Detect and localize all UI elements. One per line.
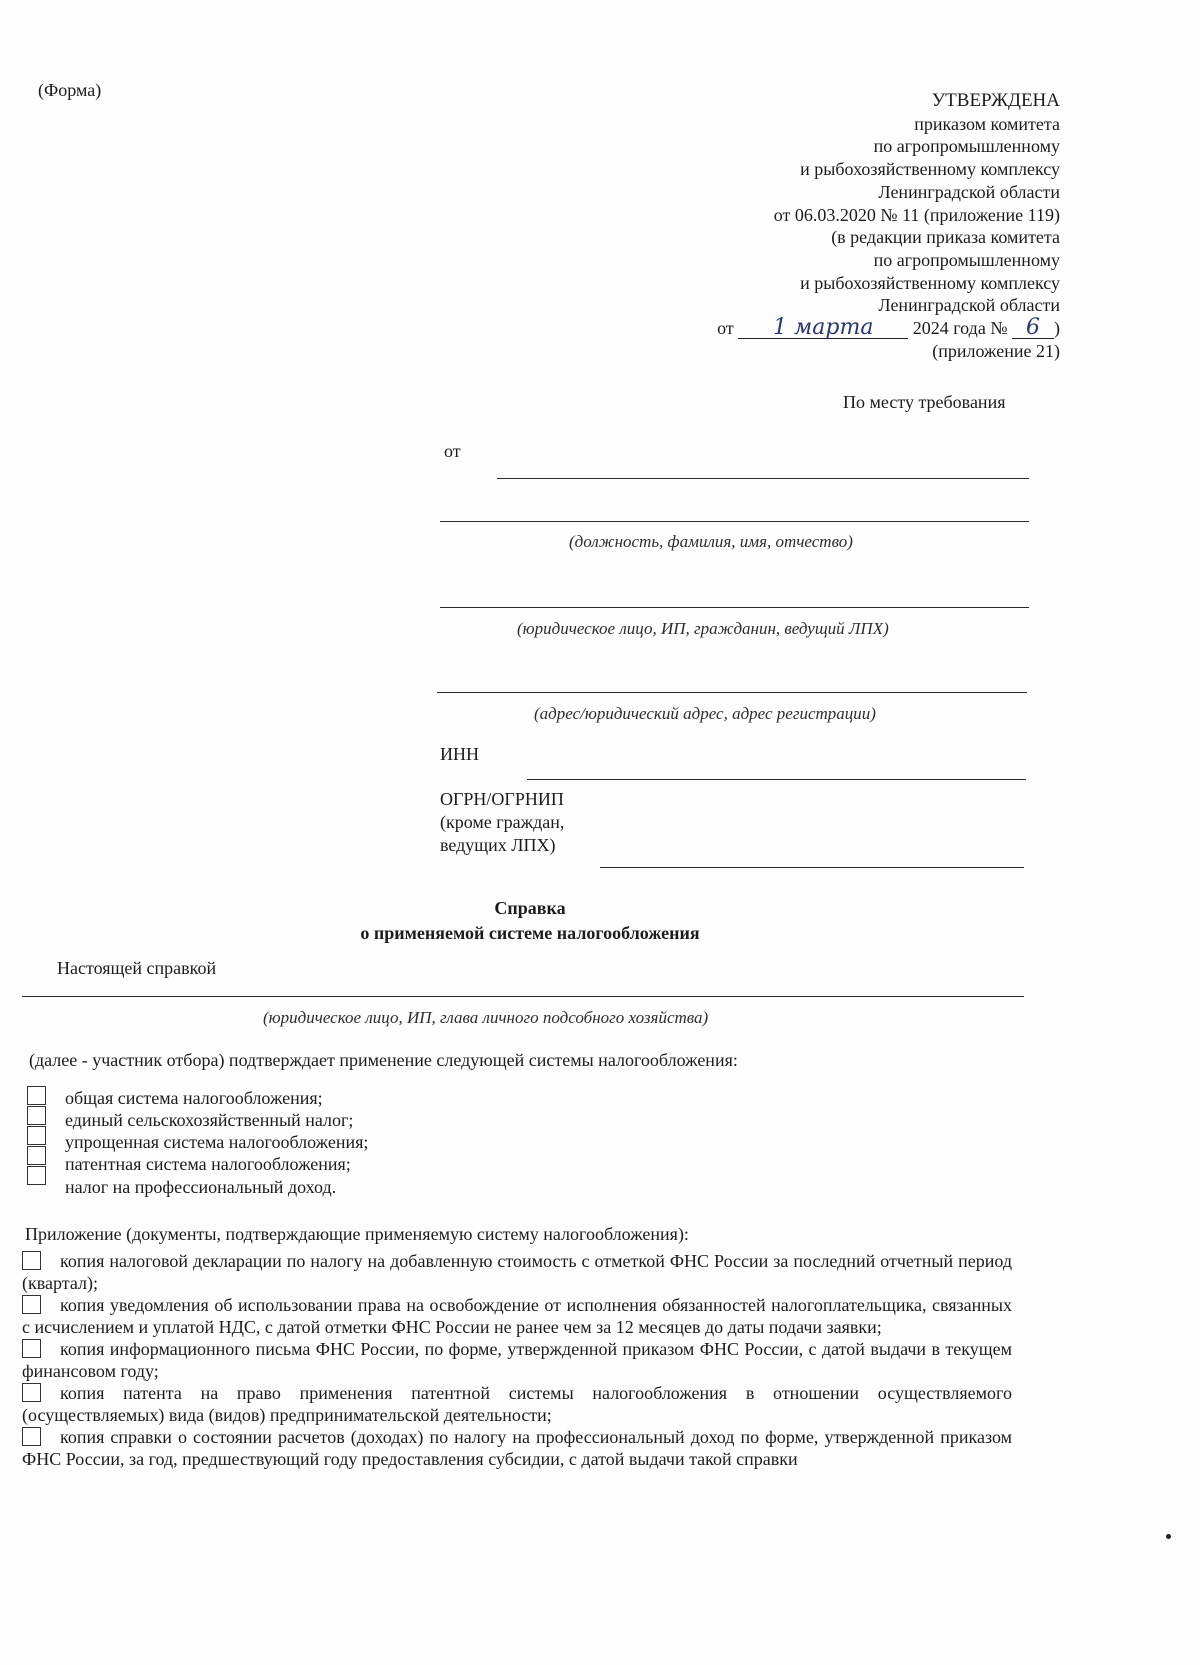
document-item [22,1250,1012,1294]
document-item-text: копия патента на право применения патентной системы налогообложения в отношении осуществляемого (осуществляемых) вида (видов) предпринимательской деятельности; [22,1383,1012,1425]
inn-label: ИНН [440,744,479,764]
checkbox-tax-agricultural[interactable] [27,1106,46,1125]
inn-line[interactable] [527,779,1026,780]
checkbox-doc-patent[interactable] [22,1383,41,1402]
closing-paren: ) [1054,318,1060,339]
approval-title: УТВЕРЖДЕНА [931,90,1060,111]
entity-line[interactable] [440,607,1029,608]
approval-line: Ленинградской области [878,295,1060,316]
document-title: Справка [494,898,566,918]
approval-block [600,90,1060,362]
body-entity-hint: (юридическое лицо, ИП, глава личного подсобного хозяйства) [263,1008,709,1027]
document-item-text: копия налоговой декларации по налогу на добавленную стоимость с отметкой ФНС России за последний отчетный период (квартал); [22,1251,1012,1293]
form-label: (Форма) [38,80,102,100]
year-text: 2024 года № [912,318,1008,339]
document-subtitle: о применяемой системе налогообложения [360,923,700,943]
handwritten-number: 6 [1012,318,1054,339]
checkbox-doc-vat-declaration[interactable] [22,1251,41,1270]
from-prefix: от [717,318,734,339]
tax-system-item: упрощенная система налогообложения; [65,1132,369,1152]
position-hint: (должность, фамилия, имя, отчество) [569,532,853,551]
checkbox-tax-simplified[interactable] [27,1126,46,1145]
scan-speck [1166,1534,1171,1539]
entity-hint: (юридическое лицо, ИП, гражданин, ведущий ЛПХ) [517,619,889,638]
approval-appendix: (приложение 21) [932,340,1060,361]
from-label: от [444,441,461,461]
document-item-text: копия справки о состоянии расчетов (доходах) по налогу на профессиональный доход по форме, утвержденной приказом ФНС России, за год, предшествующий году предоставления субсидии, с датой выдачи такой справки [22,1427,1012,1469]
approval-line: Ленинградской области [878,181,1060,202]
address-line[interactable] [437,692,1027,693]
tax-system-item: налог на профессиональный доход. [65,1177,337,1197]
approval-line: приказом комитета [914,113,1060,134]
body-entity-line[interactable] [22,996,1024,997]
checkbox-tax-professional[interactable] [27,1166,46,1185]
ogrn-label-line: ведущих ЛПХ) [440,835,556,855]
approval-line: (в редакции приказа комитета [831,227,1060,248]
document-item [22,1338,1012,1382]
recipient: По месту требования [843,392,1006,412]
position-line[interactable] [440,521,1029,522]
checkbox-doc-income-certificate[interactable] [22,1427,41,1446]
ogrn-line[interactable] [600,867,1024,868]
approval-line: и рыбохозяйственному комплексу [800,272,1060,293]
appendix-intro: Приложение (документы, подтверждающие применяемую систему налогообложения): [25,1224,689,1244]
checkbox-tax-patent[interactable] [27,1146,46,1165]
ogrn-label [440,788,564,857]
approval-line: по агропромышленному [873,249,1060,270]
document-item [22,1382,1012,1426]
tax-system-item: патентная система налогообложения; [65,1154,351,1174]
checkbox-doc-vat-exemption[interactable] [22,1295,41,1314]
document-item [22,1294,1012,1338]
confirm-text: (далее - участник отбора) подтверждает применение следующей системы налогообложения: [29,1050,738,1070]
document-item-text: копия уведомления об использовании права на освобождение от исполнения обязанностей налогоплательщика, связанных с исчислением и уплатой НДС, с датой отметки ФНС России не ранее чем за 12 месяцев до даты подачи заявки; [22,1295,1012,1337]
handwritten-date: 1 марта [738,318,908,339]
checkbox-doc-info-letter[interactable] [22,1339,41,1358]
approval-line: и рыбохозяйственному комплексу [800,159,1060,180]
approval-line: по агропромышленному [873,136,1060,157]
address-hint: (адрес/юридический адрес, адрес регистрации) [534,704,876,723]
document-item [22,1426,1012,1470]
document-list [22,1250,1012,1470]
from-line[interactable] [497,478,1029,479]
document-item-text: копия информационного письма ФНС России, по форме, утвержденной приказом ФНС России, с датой выдачи в текущем финансовом году; [22,1339,1012,1381]
body-intro: Настоящей справкой [57,958,217,978]
checkbox-tax-general[interactable] [27,1086,46,1105]
ogrn-label-line: (кроме граждан, [440,812,565,832]
tax-system-item: единый сельскохозяйственный налог; [65,1110,354,1130]
ogrn-label-line: ОГРН/ОГРНИП [440,789,564,809]
amendment-date-line [600,317,1060,340]
approval-order-date: от 06.03.2020 № 11 (приложение 119) [773,204,1060,225]
tax-system-item: общая система налогообложения; [65,1088,323,1108]
